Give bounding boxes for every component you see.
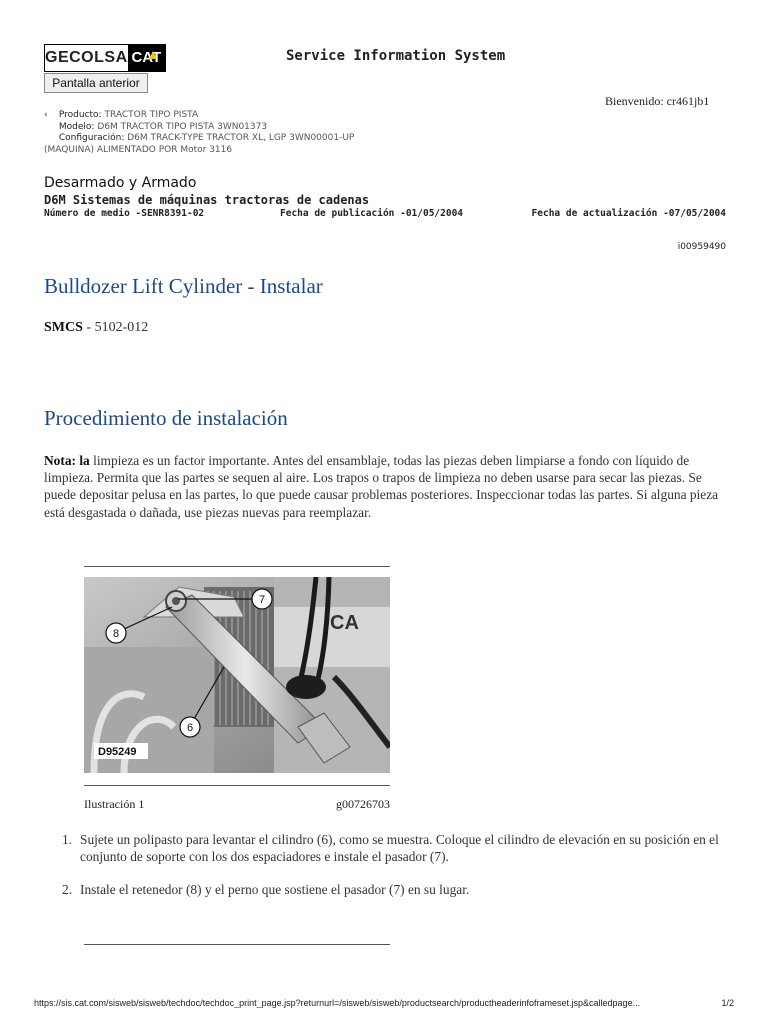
svg-text:CA: CA (330, 612, 359, 634)
smcs-code (44, 320, 148, 336)
procedure-title: Procedimiento de instalación (44, 406, 288, 430)
procedure-steps (62, 832, 724, 916)
meta-product-label: Producto: (58, 110, 102, 120)
step-text: Instale el retenedor (8) y el perno que sostiene el pasador (7) en su lugar. (80, 882, 470, 897)
step-number: 2. (62, 882, 73, 897)
meta-product-row (44, 110, 354, 122)
update-date: Fecha de actualización -07/05/2004 (531, 208, 726, 219)
meta-config-row-2 (44, 145, 354, 157)
figure-bottom-rule (84, 785, 390, 786)
page-number: 1/2 (721, 998, 734, 1008)
cat-logo-icon: CAT (128, 45, 165, 71)
lift-cylinder-photo (84, 577, 390, 773)
publication-date: Fecha de publicación -01/05/2004 (280, 208, 464, 219)
note-text: limpieza es un factor importante. Antes del ensamblaje, todas las piezas deben limpiarse a fondo con líquido de limpieza. Permita que las partes se sequen al aire. Los trapos o trapos de limpieza no deben usarse para secar las piezas. Se puede depositar pelusa en las partes, lo que puede causar problemas posteriores. Inspeccionar todas las partes. Si alguna pieza está desgastada o dañada, use piezas nuevas para reemplazar. (44, 453, 719, 520)
step-item (62, 882, 724, 899)
meta-config-label: Configuración: (58, 133, 125, 143)
step-text: Sujete un polipasto para levantar el cilindro (6), como se muestra. Coloque el cilindro de elevación en su posición en el conjunto de soporte con los dos espaciadores e instale el pasador (7). (80, 832, 719, 864)
meta-product-value: TRACTOR TIPO PISTA (104, 110, 199, 120)
print-footer (34, 998, 734, 1010)
caption-label: Ilustración 1 (84, 797, 145, 811)
welcome-text: Bienvenido: cr461jb1 (605, 94, 710, 108)
print-url: https://sis.cat.com/sisweb/sisweb/techdoc/techdoc_print_page.jsp?returnurl=/sisweb/sisweb/productsearch/productheaderinfoframeset.jsp&calledpage... (34, 998, 641, 1008)
smcs-value: - 5102-012 (82, 320, 149, 335)
step-number: 1. (62, 832, 73, 847)
publication-info (44, 208, 726, 220)
meta-model-label: Modelo: (58, 121, 95, 132)
meta-model-value: D6M TRACTOR TIPO PISTA 3WN01373 (97, 121, 268, 132)
graphic-id: g00726703 (336, 797, 390, 811)
note-label: Nota: la (44, 453, 90, 468)
figure-caption (84, 797, 390, 812)
callout-8: 8 (112, 628, 120, 640)
smcs-label: SMCS (44, 320, 83, 335)
document-id: i00959490 (677, 242, 726, 252)
step-item (62, 832, 724, 865)
media-number: Número de medio -SENR8391-02 (44, 208, 205, 219)
cleanliness-note (44, 452, 724, 521)
site-title: Service Information System (286, 48, 506, 64)
product-meta (44, 110, 354, 156)
meta-config-value-1: D6M TRACK-TYPE TRACTOR XL, LGP 3WN00001-UP (127, 133, 355, 143)
meta-config-value-2: (MAQUINA) ALIMENTADO POR Motor 3116 (44, 144, 233, 155)
logo-brand: GECOLSA (45, 45, 128, 71)
page-title: Bulldozer Lift Cylinder - Instalar (44, 274, 323, 298)
callout-7: 7 (258, 594, 266, 606)
meta-config-row (44, 133, 354, 145)
meta-model-row (44, 122, 354, 134)
gecolsa-cat-logo (44, 44, 166, 72)
figure-top-rule (84, 566, 390, 567)
callout-6: 6 (186, 722, 194, 734)
photo-code: D95249 (98, 746, 137, 758)
system-heading: D6M Sistemas de máquinas tractoras de cadenas (44, 193, 370, 207)
chevron-left-icon[interactable]: ‹ (44, 110, 48, 120)
section-heading: Desarmado y Armado (44, 175, 197, 191)
back-button[interactable]: Pantalla anterior (44, 73, 148, 93)
steps-bottom-rule (84, 944, 390, 945)
